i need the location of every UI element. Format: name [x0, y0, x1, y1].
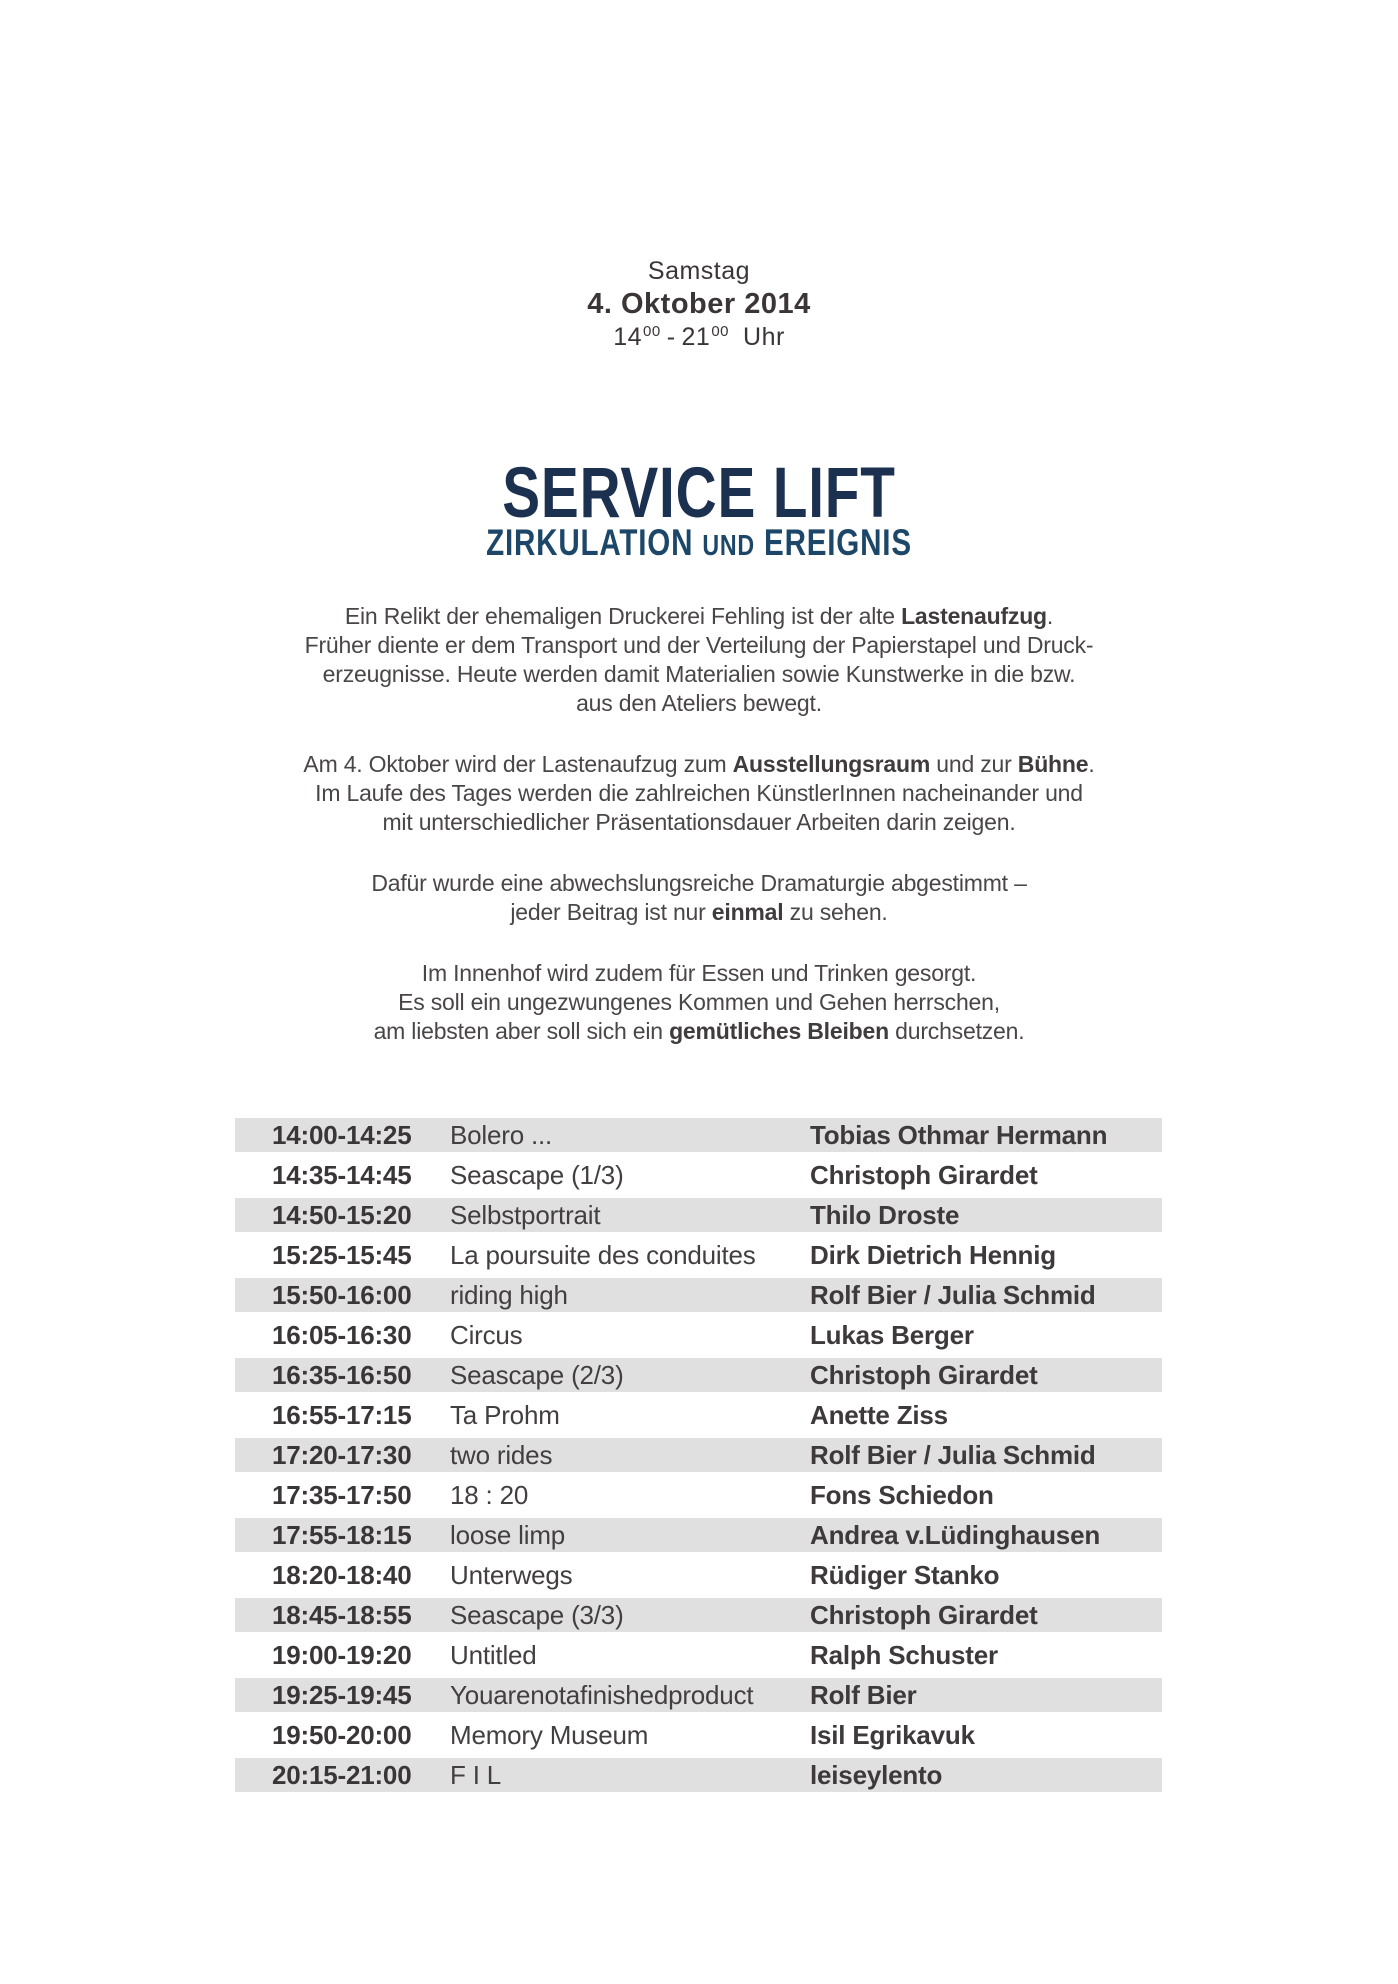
schedule-artist: Thilo Droste [810, 1199, 960, 1230]
intro-paragraph [0, 602, 1398, 718]
intro-text: Ein Relikt der ehemaligen Druckerei Fehling ist der alte [344, 603, 902, 629]
schedule-row [235, 1198, 1162, 1232]
schedule-title: Seascape (2/3) [450, 1359, 624, 1390]
schedule-title: F I L [450, 1759, 502, 1790]
intro-line [0, 779, 1398, 808]
schedule-title: Untitled [450, 1639, 537, 1670]
event-date: 4. Oktober 2014 [587, 288, 811, 320]
intro-line [0, 750, 1398, 779]
intro-bold-text: einmal [711, 899, 784, 925]
intro-text: . [1046, 603, 1054, 629]
intro-text: Am 4. Oktober wird der Lastenaufzug zum [303, 751, 733, 777]
time-end: 21 [681, 323, 711, 351]
schedule-row [235, 1478, 1162, 1512]
schedule-artist: Fons Schiedon [810, 1479, 994, 1510]
schedule-title: Ta Prohm [450, 1399, 560, 1430]
schedule-artist: Christoph Girardet [810, 1159, 1038, 1190]
schedule-time: 18:20-18:40 [272, 1559, 412, 1590]
schedule-artist: leiseylento [810, 1759, 943, 1790]
schedule-title: Memory Museum [450, 1719, 649, 1750]
schedule-time: 19:00-19:20 [272, 1639, 412, 1670]
schedule-time: 14:35-14:45 [272, 1159, 412, 1190]
intro-line [0, 869, 1398, 898]
intro-text: Im Innenhof wird zudem für Essen und Trinken gesorgt. [421, 960, 977, 986]
schedule-title: Youarenotafinishedproduct [450, 1679, 754, 1710]
schedule-time: 17:35-17:50 [272, 1479, 412, 1510]
intro-line [0, 602, 1398, 631]
schedule-time: 16:35-16:50 [272, 1359, 412, 1390]
event-day: Samstag [647, 257, 751, 285]
intro-paragraph [0, 750, 1398, 837]
intro-paragraph [0, 959, 1398, 1046]
schedule-artist: Rolf Bier [810, 1679, 917, 1710]
intro-bold-text: Lastenaufzug [901, 603, 1047, 629]
intro-line [0, 959, 1398, 988]
schedule-time: 19:50-20:00 [272, 1719, 412, 1750]
intro-text: am liebsten aber soll sich ein [373, 1018, 670, 1044]
intro-line [0, 689, 1398, 718]
schedule-title: loose limp [450, 1519, 566, 1550]
schedule-artist: Ralph Schuster [810, 1639, 998, 1670]
schedule-row [235, 1158, 1162, 1192]
time-separator: - [666, 323, 676, 351]
intro-line [0, 808, 1398, 837]
time-suffix: Uhr [743, 323, 785, 351]
intro-bold-text: Bühne [1017, 751, 1089, 777]
schedule-time: 20:15-21:00 [272, 1759, 412, 1790]
intro-text: erzeugnisse. Heute werden damit Materialien sowie Kunstwerke in die bzw. [322, 661, 1076, 687]
intro-text: aus den Ateliers bewegt. [576, 690, 822, 716]
intro-text: Dafür wurde eine abwechslungsreiche Dramaturgie abgestimmt – [371, 870, 1027, 896]
subtitle-segment: UND [702, 530, 755, 562]
schedule-artist: Lukas Berger [810, 1319, 974, 1350]
intro-text: und zur [930, 751, 1018, 777]
event-header [0, 255, 1398, 357]
schedule-time: 14:00-14:25 [272, 1119, 412, 1150]
schedule-row [235, 1438, 1162, 1472]
intro-line [0, 988, 1398, 1017]
schedule-row [235, 1718, 1162, 1752]
schedule-title: Seascape (1/3) [450, 1159, 624, 1190]
schedule-title: riding high [450, 1279, 568, 1310]
time-end-superscript: 00 [711, 323, 730, 340]
schedule-title: Circus [450, 1319, 523, 1350]
schedule-row [235, 1558, 1162, 1592]
intro-bold-text: Ausstellungsraum [732, 751, 931, 777]
schedule-title: Seascape (3/3) [450, 1599, 624, 1630]
schedule-time: 18:45-18:55 [272, 1599, 412, 1630]
intro-line [0, 898, 1398, 927]
schedule-row [235, 1358, 1162, 1392]
event-time [0, 321, 1398, 357]
schedule-title: 18 : 20 [450, 1479, 529, 1510]
schedule-row [235, 1278, 1162, 1312]
schedule-row [235, 1518, 1162, 1552]
schedule-time: 15:25-15:45 [272, 1239, 412, 1270]
schedule-artist: Rüdiger Stanko [810, 1559, 1000, 1590]
schedule-title: Selbstportrait [450, 1199, 601, 1230]
intro-paragraphs [0, 602, 1398, 1078]
schedule-artist: Rolf Bier / Julia Schmid [810, 1279, 1096, 1310]
schedule-time: 16:55-17:15 [272, 1399, 412, 1430]
schedule-artist: Andrea v.Lüdinghausen [810, 1519, 1101, 1550]
schedule-time: 17:55-18:15 [272, 1519, 412, 1550]
schedule-row [235, 1638, 1162, 1672]
intro-text: Früher diente er dem Transport und der Verteilung der Papierstapel und Druck- [304, 632, 1094, 658]
schedule-time: 17:20-17:30 [272, 1439, 412, 1470]
intro-text: jeder Beitrag ist nur [510, 899, 712, 925]
intro-text: durchsetzen. [888, 1018, 1025, 1044]
time-start: 14 [613, 323, 642, 351]
schedule-artist: Tobias Othmar Hermann [810, 1119, 1108, 1150]
intro-text: mit unterschiedlicher Präsentationsdauer Arbeiten darin zeigen. [382, 809, 1016, 835]
intro-text: . [1088, 751, 1095, 777]
schedule-time: 16:05-16:30 [272, 1319, 412, 1350]
schedule-row [235, 1318, 1162, 1352]
schedule-row [235, 1678, 1162, 1712]
schedule-time: 15:50-16:00 [272, 1279, 412, 1310]
schedule-row [235, 1598, 1162, 1632]
time-start-superscript: 00 [643, 323, 661, 340]
page-subtitle [140, 524, 1258, 561]
intro-bold-text: gemütliches Bleiben [669, 1018, 889, 1044]
schedule-artist: Dirk Dietrich Hennig [810, 1239, 1056, 1270]
schedule-artist: Rolf Bier / Julia Schmid [810, 1439, 1096, 1470]
schedule-row [235, 1238, 1162, 1272]
schedule-title: Bolero ... [450, 1119, 553, 1150]
schedule-artist: Anette Ziss [810, 1399, 948, 1430]
schedule-row [235, 1118, 1162, 1152]
intro-line [0, 1017, 1398, 1046]
intro-text: Im Laufe des Tages werden die zahlreichen KünstlerInnen nacheinander und [315, 780, 1083, 806]
schedule-row [235, 1758, 1162, 1792]
intro-text: Es soll ein ungezwungenes Kommen und Gehen herrschen, [398, 989, 1000, 1015]
schedule-title: La poursuite des conduites [450, 1239, 756, 1270]
subtitle-segment: ZIRKULATION [486, 522, 703, 563]
schedule-table [235, 1118, 1162, 1798]
intro-text: zu sehen. [783, 899, 888, 925]
schedule-artist: Christoph Girardet [810, 1599, 1038, 1630]
schedule-time: 14:50-15:20 [272, 1199, 412, 1230]
schedule-artist: Christoph Girardet [810, 1359, 1038, 1390]
schedule-time: 19:25-19:45 [272, 1679, 412, 1710]
intro-line [0, 631, 1398, 660]
subtitle-segment: EREIGNIS [755, 522, 912, 563]
schedule-row [235, 1398, 1162, 1432]
intro-paragraph [0, 869, 1398, 927]
schedule-title: Unterwegs [450, 1559, 573, 1590]
schedule-title: two rides [450, 1439, 553, 1470]
page-title: SERVICE LIFT [502, 454, 896, 533]
schedule-artist: Isil Egrikavuk [810, 1719, 975, 1750]
intro-line [0, 660, 1398, 689]
